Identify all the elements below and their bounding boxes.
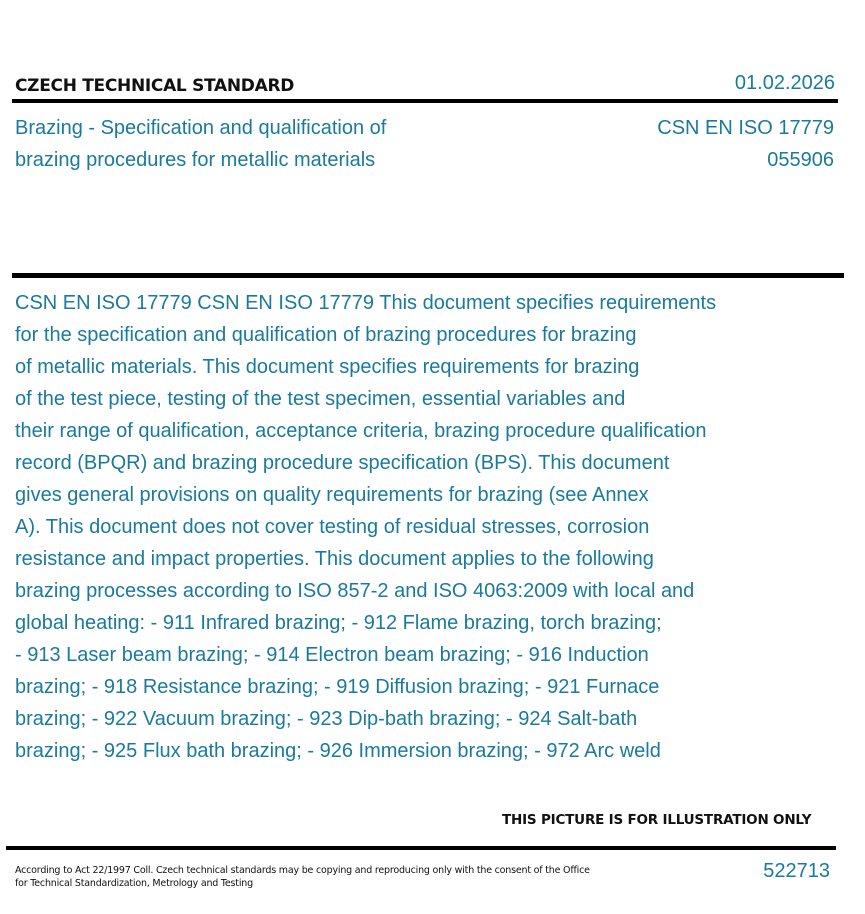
abstract-line: resistance and impact properties. This document applies to the following [15, 548, 654, 570]
legal-notice [15, 864, 590, 890]
classification-number: 055906 [767, 149, 834, 171]
legal-notice-line-2: for Technical Standardization, Metrology and Testing [15, 878, 253, 889]
illustration-note: THIS PICTURE IS FOR ILLUSTRATION ONLY [502, 812, 812, 828]
abstract-line: gives general provisions on quality requirements for brazing (see Annex [15, 484, 649, 506]
abstract-line: CSN EN ISO 17779 CSN EN ISO 17779 This document specifies requirements [15, 292, 717, 314]
abstract-line: for the specification and qualification of brazing procedures for brazing [15, 324, 637, 346]
legal-notice-line-1: According to Act 22/1997 Coll. Czech technical standards may be copying and reproducing only with the consent of the Office [15, 865, 590, 876]
abstract-text [15, 287, 835, 767]
abstract-line: record (BPQR) and brazing procedure specification (BPS). This document [15, 452, 670, 474]
abstract-line: global heating: - 911 Infrared brazing; - 912 Flame brazing, torch brazing; [15, 612, 662, 634]
abstract-line: brazing processes according to ISO 857-2 and ISO 4063:2009 with local and [15, 580, 695, 602]
abstract-line: - 913 Laser beam brazing; - 914 Electron beam brazing; - 916 Induction [15, 644, 649, 666]
abstract-line: brazing; - 925 Flux bath brazing; - 926 Immersion brazing; - 972 Arc weld [15, 740, 661, 762]
abstract-line: A). This document does not cover testing of residual stresses, corrosion [15, 516, 650, 538]
document-title-line-1: Brazing - Specification and qualification of [15, 117, 387, 139]
document-id: 522713 [763, 860, 830, 882]
abstract-line: their range of qualification, acceptance criteria, brazing procedure qualification [15, 420, 707, 442]
abstract-line: of metallic materials. This document specifies requirements for brazing [15, 356, 640, 378]
title-divider [12, 273, 844, 278]
abstract-line: brazing; - 918 Resistance brazing; - 919 Diffusion brazing; - 921 Furnace [15, 676, 660, 698]
footer-divider [6, 846, 836, 850]
publication-date: 01.02.2026 [734, 72, 835, 94]
abstract-line: brazing; - 922 Vacuum brazing; - 923 Dip-bath brazing; - 924 Salt-bath [15, 708, 638, 730]
standard-code: CSN EN ISO 17779 [657, 117, 834, 139]
standard-label: CZECH TECHNICAL STANDARD [15, 76, 295, 96]
abstract-line: of the test piece, testing of the test specimen, essential variables and [15, 388, 626, 410]
document-title-line-2: brazing procedures for metallic materials [15, 149, 376, 171]
header-divider [12, 99, 838, 103]
